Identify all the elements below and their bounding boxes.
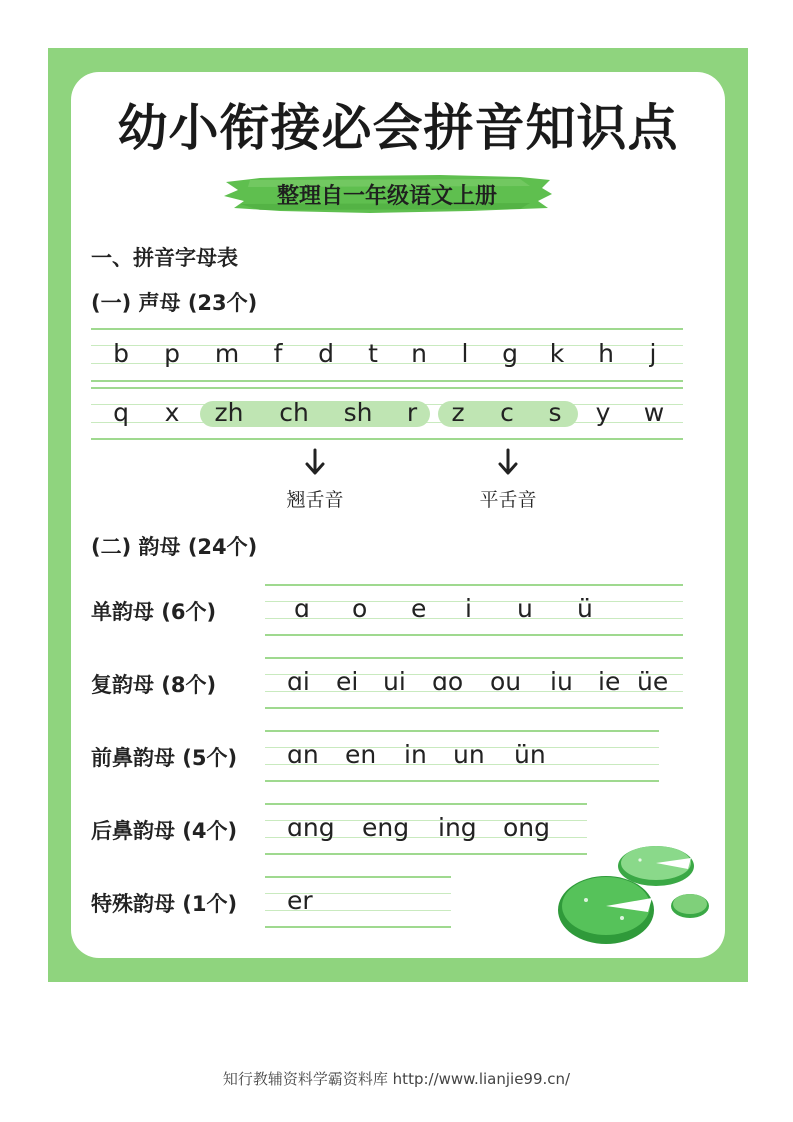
down-arrow-icon <box>498 448 518 476</box>
ruler-line <box>265 584 683 586</box>
shengmu-letter: zh <box>214 398 244 427</box>
yunmu-item: ei <box>336 667 359 696</box>
yunmu-item: u <box>517 594 533 623</box>
yunmu-item: ong <box>503 813 551 842</box>
shengmu-letter: m <box>214 339 240 368</box>
shengmu-letter: x <box>164 398 180 427</box>
section-heading-yunmu: (二) 韵母 (24个) <box>91 535 258 559</box>
shengmu-letter: b <box>113 339 129 368</box>
shengmu-letter: r <box>406 398 418 427</box>
yunmu-item: ɑi <box>287 667 310 696</box>
yunmu-item: ɑ <box>294 594 310 623</box>
yunmu-item: ü <box>577 594 593 623</box>
page-title: 幼小衔接必会拼音知识点 <box>117 99 679 157</box>
yunmu-row-label: 单韵母 (6个) <box>91 600 217 624</box>
yunmu-item: en <box>345 740 377 769</box>
pingshe-caption: 平舌音 <box>479 489 537 511</box>
yunmu-item: eng <box>362 813 410 842</box>
yunmu-item: o <box>352 594 368 623</box>
ruler-line <box>265 876 451 878</box>
yunmu-item: ui <box>383 667 406 696</box>
shengmu-letter: k <box>549 339 565 368</box>
shengmu-letter: j <box>649 339 657 368</box>
shengmu-letter: f <box>273 339 283 368</box>
shengmu-letter: ch <box>279 398 309 427</box>
footer-source: 知行教辅资料学霸资料库 http://www.lianjie99.cn/ <box>222 1070 571 1088</box>
ruler-line <box>265 657 683 659</box>
ruler-line <box>265 730 659 732</box>
yunmu-item: ün <box>514 740 546 769</box>
ruler-line <box>265 618 683 619</box>
yunmu-item: e <box>411 594 427 623</box>
yunmu-item: i <box>465 594 472 623</box>
yunmu-item: ɑng <box>287 813 335 842</box>
yunmu-item: ɑo <box>432 667 464 696</box>
ruler-line <box>265 601 683 602</box>
shengmu-letter: d <box>318 339 334 368</box>
shengmu-letter: q <box>113 398 129 427</box>
shengmu-letter: w <box>643 398 665 427</box>
subtitle: 整理自一年级语文上册 <box>276 184 497 209</box>
shengmu-letter: g <box>502 339 518 368</box>
shengmu-letter: h <box>598 339 614 368</box>
ruler-line <box>265 853 587 855</box>
yunmu-item: ie <box>598 667 621 696</box>
shengmu-letter: c <box>500 398 514 427</box>
ruler-line <box>265 926 451 928</box>
yunmu-item: üe <box>637 667 669 696</box>
qiaoshe-caption: 翘舌音 <box>286 489 344 511</box>
ruler-line <box>265 780 659 782</box>
ruler-line <box>265 707 683 709</box>
lily-pad-icon <box>556 838 716 953</box>
yunmu-item: er <box>287 886 313 915</box>
ruler-line <box>91 387 683 389</box>
yunmu-item: ou <box>490 667 522 696</box>
yunmu-item: ɑn <box>287 740 319 769</box>
shengmu-letter: s <box>548 398 562 427</box>
shengmu-letter: sh <box>343 398 373 427</box>
section-heading-alphabet: 一、拼音字母表 <box>91 246 238 270</box>
shengmu-letter: n <box>411 339 427 368</box>
shengmu-letter: z <box>451 398 465 427</box>
yunmu-row-label: 后鼻韵母 (4个) <box>91 819 238 843</box>
ruler-line <box>91 438 683 440</box>
yunmu-row-label: 特殊韵母 (1个) <box>91 892 238 916</box>
shengmu-letter: p <box>164 339 180 368</box>
shengmu-letter: t <box>368 339 378 368</box>
ruler-line <box>265 634 683 636</box>
yunmu-row-label: 复韵母 (8个) <box>91 673 217 697</box>
shengmu-letter: l <box>461 339 469 368</box>
yunmu-item: iu <box>550 667 573 696</box>
ruler-line <box>91 328 683 330</box>
shengmu-letter: y <box>595 398 611 427</box>
ruler-line <box>91 380 683 382</box>
yunmu-row-label: 前鼻韵母 (5个) <box>91 746 238 770</box>
ruler-line <box>265 803 587 805</box>
yunmu-item: un <box>453 740 485 769</box>
down-arrow-icon <box>305 448 325 476</box>
yunmu-item: ing <box>438 813 477 842</box>
yunmu-item: in <box>404 740 427 769</box>
section-heading-shengmu: (一) 声母 (23个) <box>91 291 258 315</box>
yunmu-ruler <box>265 584 683 636</box>
